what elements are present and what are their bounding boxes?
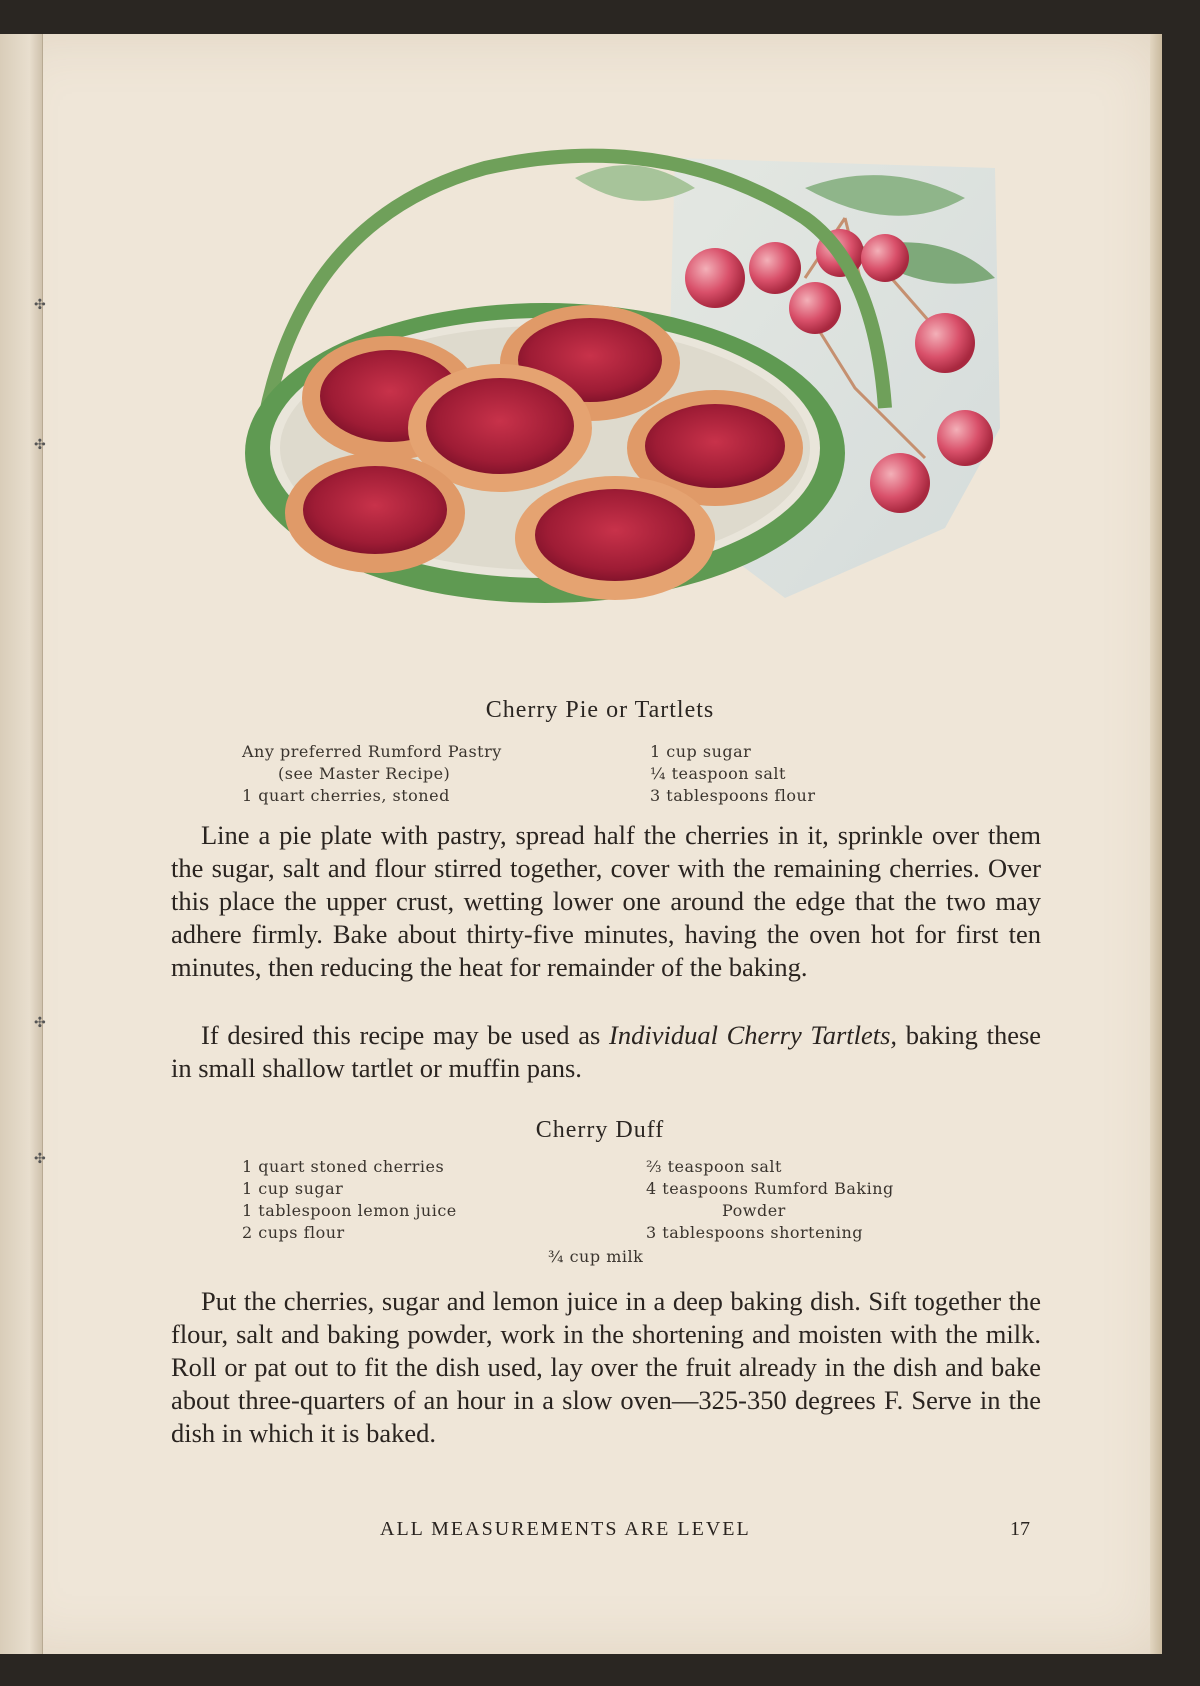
cherry xyxy=(685,248,745,308)
recipe1-title: Cherry Pie or Tartlets xyxy=(485,697,715,723)
recipe1-instructions: Line a pie plate with pastry, spread half the cherries in it, sprinkle over them the sugar, salt and flour stirred together, cover with the remaining cherries. Over this place the upper crust, wetting lower one around the edge that the two may adhere firmly. Bake about thirty-five minutes, having the oven hot for first ten minutes, then reducing the heat for remainder of the baking. xyxy=(171,820,1041,982)
tartlet xyxy=(285,453,465,573)
cherry xyxy=(915,313,975,373)
ingredient: Any preferred Rumford Pastry xyxy=(242,742,502,761)
ingredient: ⅔ teaspoon salt xyxy=(646,1157,782,1176)
recipe1-note: If desired this recipe may be used as Individual Cherry Tartlets, baking these in small shallow tartlet or muffin pans. xyxy=(171,1020,1042,1083)
recipe2-ingredients-right xyxy=(646,1156,894,1244)
ingredient: ¼ teaspoon salt xyxy=(650,764,786,783)
ingredient: 1 quart cherries, stoned xyxy=(242,786,450,805)
italic-title: Individual Cherry Tartlets, xyxy=(609,1020,898,1050)
ingredient: (see Master Recipe) xyxy=(278,764,451,783)
cherry-tartlets-illustration xyxy=(245,128,1005,648)
left-page-edge xyxy=(0,34,46,1654)
recipe2-title: Cherry Duff xyxy=(535,1117,665,1143)
cherry xyxy=(861,234,909,282)
footer-note: ALL MEASUREMENTS ARE LEVEL xyxy=(380,1518,751,1540)
tartlet xyxy=(515,476,715,600)
ingredient: 1 cup sugar xyxy=(242,1179,344,1198)
ingredient: 2 cups flour xyxy=(242,1223,345,1242)
ingredient: 4 teaspoons Rumford Baking xyxy=(646,1179,894,1198)
page-number: 17 xyxy=(1010,1518,1030,1540)
cherry xyxy=(937,410,993,466)
recipe2-ingredient-center: ¾ cup milk xyxy=(548,1247,644,1266)
recipe2-instructions: Put the cherries, sugar and lemon juice in a deep baking dish. Sift together the flour, salt and baking powder, work in the shortening and moisten with the milk. Roll or pat out to fit the dish used, lay over the fruit already in the dish and bake about three-quarters of an hour in a slow oven—325-350 degrees F. Serve in the dish in which it is baked. xyxy=(171,1286,1041,1448)
ingredient: 1 cup sugar xyxy=(650,742,752,761)
ingredient: 1 quart stoned cherries xyxy=(242,1157,445,1176)
binding-stitch: ✣ xyxy=(34,1015,46,1031)
ingredient: 3 tablespoons flour xyxy=(650,786,816,805)
binding-stitch: ✣ xyxy=(34,1151,46,1167)
ingredient: 1 tablespoon lemon juice xyxy=(242,1201,457,1220)
right-page-edge xyxy=(1150,34,1162,1654)
binding-stitch: ✣ xyxy=(34,297,46,313)
cherry xyxy=(749,242,801,294)
recipe1-ingredients-left xyxy=(242,741,502,807)
cherry xyxy=(870,453,930,513)
ingredient: Powder xyxy=(722,1201,786,1220)
recipe2-ingredients-left xyxy=(242,1156,457,1244)
ingredient: 3 tablespoons shortening xyxy=(646,1223,864,1242)
recipe1-ingredients-right xyxy=(650,741,816,807)
cherry xyxy=(789,282,841,334)
binding-stitch: ✣ xyxy=(34,437,46,453)
